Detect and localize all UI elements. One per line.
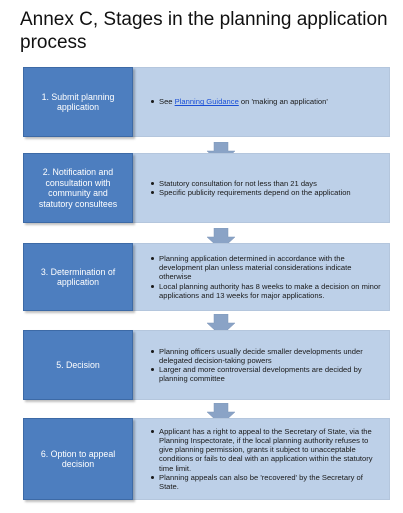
planning-guidance-link[interactable]: Planning Guidance [174,97,239,107]
stage-1-bullet-1 [151,97,381,106]
stage-row-1 [23,67,390,137]
stage-3-box [23,243,133,311]
stage-2-bullet-1: Statutory consultation for not less than 21 days [151,179,381,188]
stage-5-bullet-2: Larger and more controversial developments are decided by planning committee [151,365,381,383]
stage-1-box [23,67,133,137]
stage-6-box [23,418,133,500]
page-title: Annex C, Stages in the planning application process [20,9,388,53]
stage-5-bullets [151,331,381,399]
stage-6-bullet-2: Planning appeals can also be 'recovered' by the Secretary of State. [151,473,381,491]
stage-6-label: 6. Option to appeal decision [40,448,116,469]
stage-2-label: 2. Notification and consultation with community and statutory consultees [38,167,118,209]
stage-row-2 [23,153,390,223]
stage-3-bullets [151,244,381,310]
stage-1-bullet-suffix: on 'making an application' [238,97,328,107]
stage-5-label: 5. Decision [56,359,100,370]
stage-row-3 [23,243,390,311]
stage-1-label: 1. Submit planning application [41,91,115,112]
stage-3-bullet-2: Local planning authority has 8 weeks to make a decision on minor applications and 13 weeks for major applications. [151,282,381,300]
stage-row-6 [23,418,390,500]
stage-row-5 [23,330,390,400]
stage-6-bullets [151,419,381,499]
stage-2-box [23,153,133,223]
stage-1-bullets [151,68,381,136]
stage-5-bullet-1: Planning officers usually decide smaller developments under delegated decision-taking powers [151,347,381,365]
stage-3-bullet-1: Planning application determined in accordance with the development plan unless material considerations indicate otherwise [151,254,381,282]
stage-2-bullets [151,154,381,222]
stage-2-bullet-2: Specific publicity requirements depend on the application [151,188,381,197]
stage-5-box [23,330,133,400]
stage-1-bullet-prefix: See [159,97,175,107]
stage-3-label: 3. Determination of application [40,266,116,287]
stage-6-bullet-1: Applicant has a right to appeal to the Secretary of State, via the Planning Inspectorate, if the local planning authority refuses to give planning permission, grants it subject to unacceptable conditions or fails to deal with an application within the statutory time limit. [151,427,381,473]
